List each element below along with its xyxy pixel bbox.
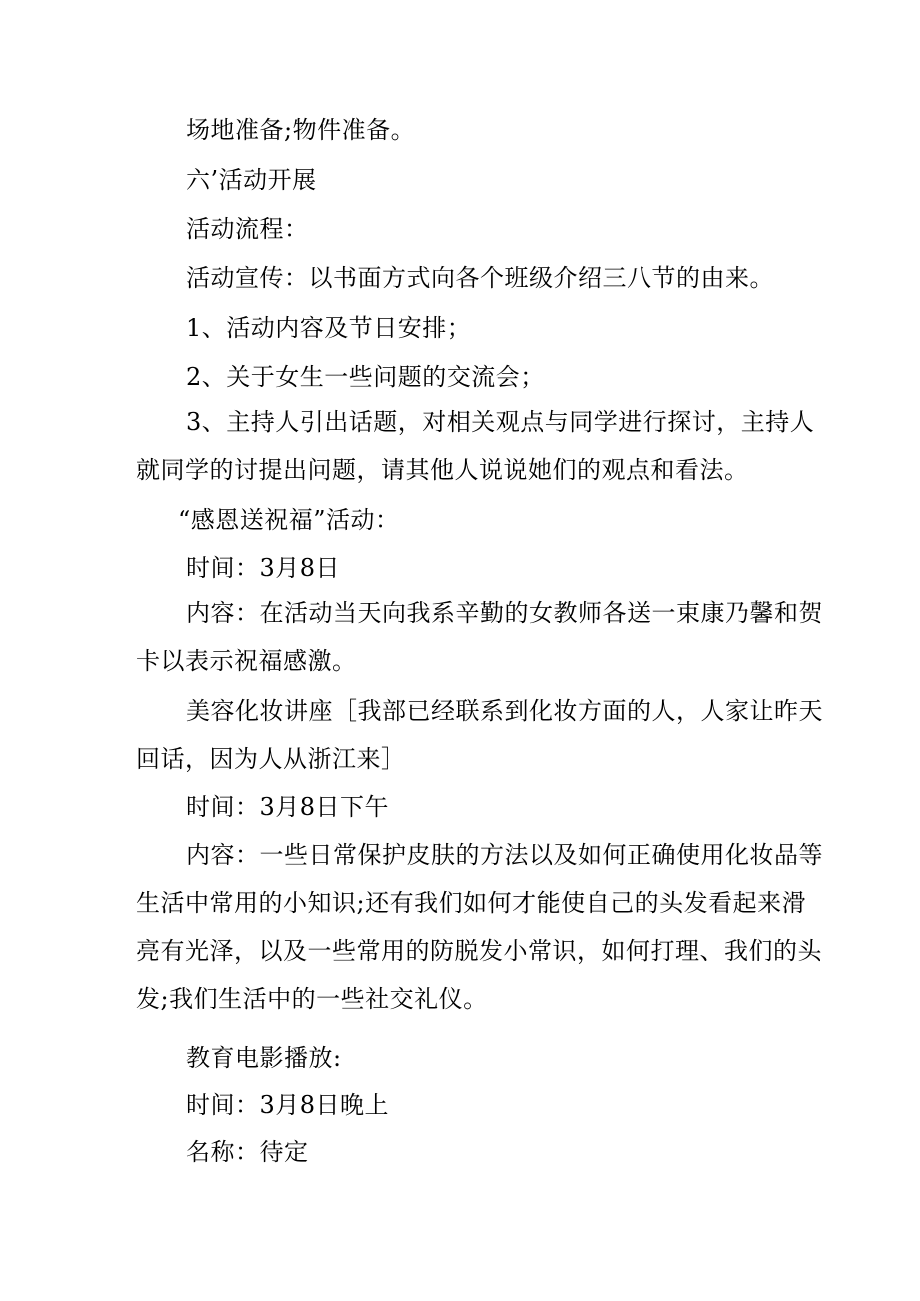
section-heading-activity: 六’活动开展 [186, 166, 317, 194]
paragraph-makeup-lecture-line-2: 回话，因为人从浙江来］ [136, 745, 406, 773]
paragraph-content-2-line-4: 发;我们生活中的一些社交礼仪。 [136, 985, 488, 1013]
list-item-1: 1、活动内容及节日安排； [186, 314, 472, 342]
paragraph-activity-process: 活动流程： [186, 215, 309, 243]
paragraph-makeup-lecture-line-1: 美容化妆讲座［我部已经联系到化妆方面的人，人家让昨天 [186, 697, 823, 725]
paragraph-content-2-line-1: 内容：一些日常保护皮肤的方法以及如何正确使用化妆品等 [186, 841, 823, 869]
paragraph-content-2-line-2: 生活中常用的小知识;还有我们如何才能使自己的头发看起来滑 [136, 889, 807, 917]
paragraph-thanks-activity: “感恩送祝福”活动： [178, 506, 400, 534]
list-item-3-line-2: 就同学的讨提出问题，请其他人说说她们的观点和看法。 [136, 456, 749, 484]
list-item-2: 2、关于女生一些问题的交流会； [186, 363, 545, 391]
paragraph-time-2: 时间：3月8日下午 [186, 793, 390, 821]
paragraph-time-1: 时间：3月8日 [186, 554, 341, 582]
paragraph-content-2-line-3: 亮有光泽，以及一些常用的防脱发小常识，如何打理、我们的头 [136, 937, 822, 965]
paragraph-name: 名称：待定 [186, 1138, 309, 1166]
paragraph-movie-screening: 教育电影播放: [186, 1044, 342, 1072]
paragraph-content-1-line-1: 内容：在活动当天向我系辛勤的女教师各送一束康乃馨和贺 [186, 599, 823, 627]
paragraph-venue-preparation: 场地准备;物件准备。 [186, 116, 416, 144]
list-item-3-line-1: 3、主持人引出话题，对相关观点与同学进行探讨，主持人 [186, 408, 815, 436]
paragraph-activity-promotion: 活动宣传：以书面方式向各个班级介绍三八节的由来。 [186, 264, 774, 292]
paragraph-content-1-line-2: 卡以表示祝福感激。 [136, 647, 357, 675]
paragraph-time-3: 时间：3月8日晚上 [186, 1091, 390, 1119]
